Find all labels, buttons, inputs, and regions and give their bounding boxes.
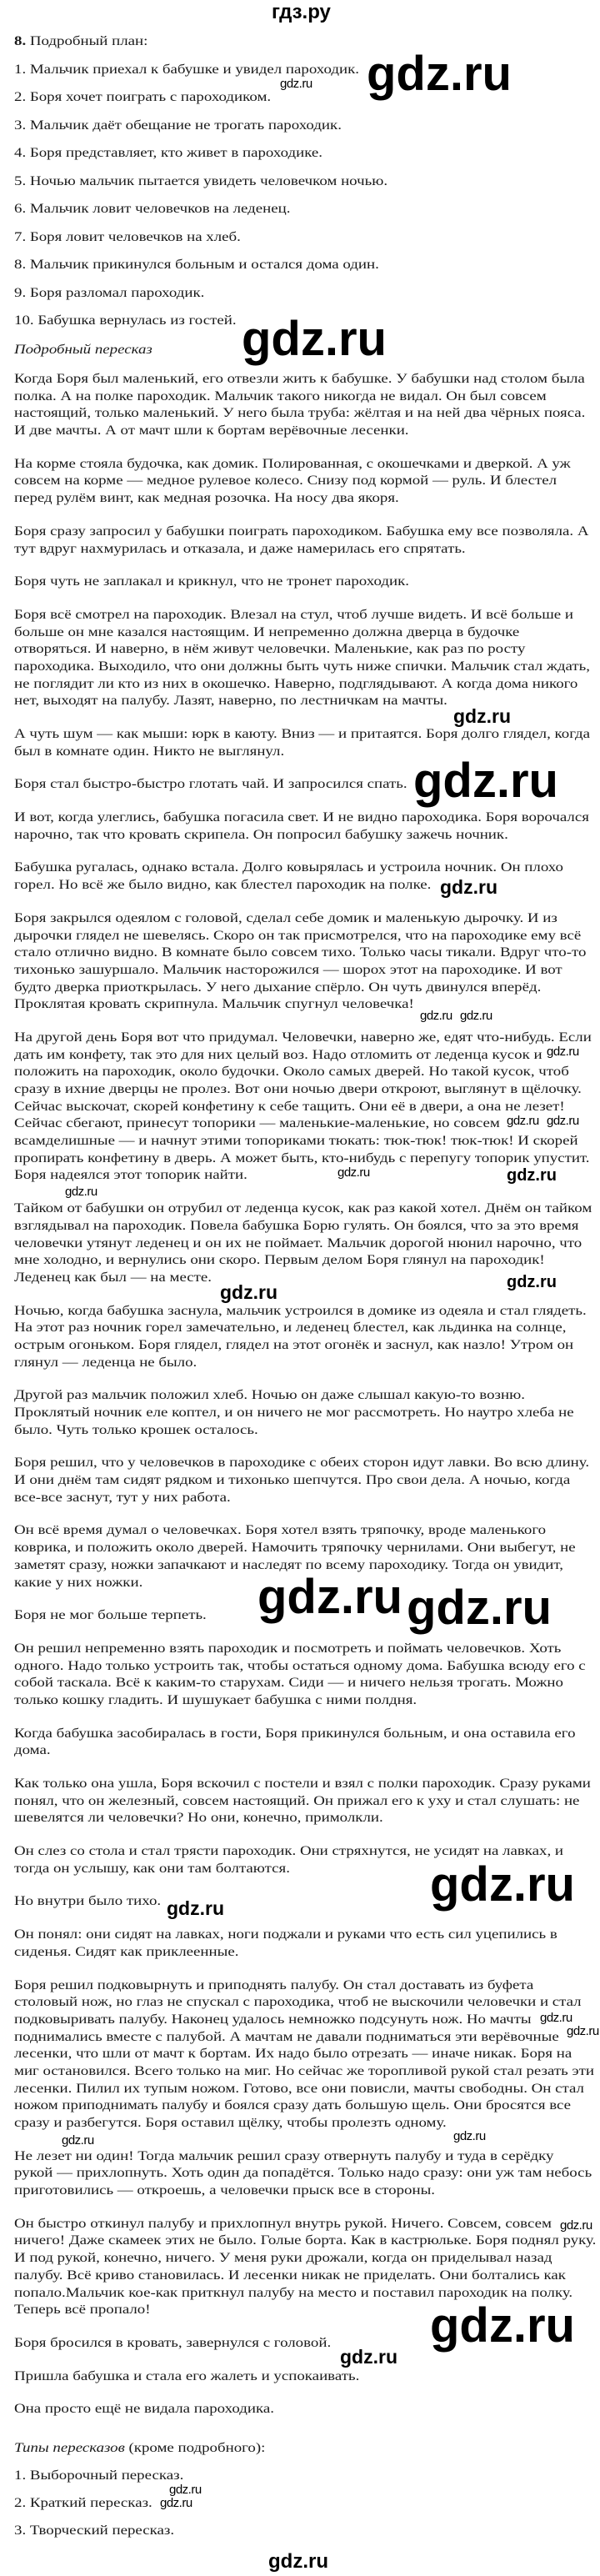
retelling-paragraph: [14, 809, 589, 844]
watermark: gdz.ru: [507, 1166, 557, 1185]
plan-item: 10. Бабушка вернулась из гостей.: [14, 313, 237, 328]
retelling-section: [14, 371, 597, 2544]
types-heading: [14, 2434, 589, 2462]
text-line: Боря решил, что у человечков в пароходике с обеих сторон идут лавки. Во всю длину.: [14, 1456, 590, 1471]
watermark: gdz.ru: [167, 1897, 224, 1919]
watermark: gdz.ru: [160, 2496, 192, 2510]
text-line: сразу и разбегутся. Боря оставил щёлку, чтобы пролезть одному.: [14, 2116, 447, 2130]
plan-item: 5. Ночью мальчик пытается увидеть человечком ночью.: [14, 173, 388, 188]
text-line: Ночью, когда бабушка заснула, мальчик устроился в домике из одеяла и стал глядеть.: [14, 1303, 587, 1318]
types-item: 1. Выборочный пересказ.: [14, 2468, 184, 2483]
text-line: Сейчас выскочат, скорей конфетину к себе тащить. Они её в двери, а она не лезет!: [14, 1099, 565, 1114]
text-line: Он понял: они сидят на лавках, ноги поджали и руками что есть сил уцепились в: [14, 1927, 558, 1942]
text-line: сразу в ихние дверцы не пролез. Вот они ночью двери откроют, выглянут в щёлочку.: [14, 1082, 582, 1096]
retelling-paragraph: [14, 1303, 589, 1372]
text-line: дома.: [14, 1743, 51, 1758]
text-line: На другой день Боря вот что придумал. Человечки, наверно же, едят что-нибудь. Если: [14, 1030, 592, 1045]
watermark: gdz.ru: [430, 2298, 575, 2353]
plan-item: 6. Мальчик ловит человечков на леденец.: [14, 202, 291, 216]
text-line: лесенки, что шли от мачт к бортам. Их надо было отрезать — иначе никак. Боря на: [14, 2047, 572, 2062]
task-number: 8.: [14, 34, 27, 48]
text-line: будто дверка приоткрылась. У него дыхание спёрло. Он чуть двинулся вперёд.: [14, 980, 542, 995]
text-line: взглядывал на пароходик. Повела бабушка Борю гулять. Он боялся, что за это время: [14, 1218, 579, 1233]
watermark: gdz.ru: [430, 1857, 575, 1912]
retelling-paragraph: [14, 371, 589, 440]
text-line: Проклятая кровать скрипнула. Мальчик спугнул человечка!: [14, 997, 414, 1012]
text-line: глянул — леденца не было.: [14, 1355, 198, 1370]
retelling-paragraph: [14, 910, 589, 1014]
text-line: миг остановился. Всего только на миг. Но сейчас же торопливой рукой стал резать эти: [14, 2063, 594, 2078]
text-line: И две мачты. А от мачт шли к бортам верёвочные лесенки.: [14, 423, 409, 439]
text-line: отворяться. И наверно, в нём живут человечки. Маленькие, как раз по росту: [14, 642, 526, 657]
text-line: Боря бросился в кровать, завернулся с головой.: [14, 2335, 332, 2350]
retelling-paragraph: [14, 456, 589, 508]
text-line: Она просто ещё не видала пароходика.: [14, 2402, 274, 2417]
watermark: gdz.ru: [420, 1009, 452, 1023]
watermark: gdz.ru: [507, 1273, 557, 1291]
retelling-paragraph: [14, 1977, 594, 2132]
watermark: gdz.ru: [560, 2218, 592, 2233]
footer-watermark: gdz.ru: [268, 2550, 328, 2573]
text-line: перед рулём винт, как медная розочка. На носу два якоря.: [14, 491, 399, 506]
text-line: Он решил непременно взять пароходик и посмотреть и поймать человечков. Хоть: [14, 1641, 562, 1656]
retelling-paragraph: [14, 2148, 592, 2200]
text-line: больше он мне казался настоящим. И непременно должна дверца в будочке: [14, 624, 520, 639]
text-line: Когда Боря был маленький, его отвезли жить к бабушке. У бабушки над столом была: [14, 372, 585, 386]
watermark: gdz.ru: [460, 1009, 492, 1023]
text-line: всамделишные — и начнут этими топориками тюкать: тюк-тюк! тюк-тюк! И скорей: [14, 1134, 578, 1149]
retelling-paragraph: [14, 2401, 589, 2418]
text-line: положить на пароходик, около будочки. Около самых дверей. Но такой кусок, чтоб: [14, 1065, 569, 1080]
text-line: стало отлично видно. В комнате было совсем тихо. Только часы тикали. Вдруг что-то: [14, 945, 587, 960]
text-line: только кошку гладить. И шушукает бабушка с ними полдня.: [14, 1692, 418, 1707]
text-line: ножом приподнимать палубу и боялся сразу дать большую щель. Они бросятся все: [14, 2098, 572, 2113]
text-line: тогда он услышу, как они там болтаются.: [14, 1861, 290, 1876]
retelling-paragraph: [14, 1200, 592, 1286]
text-line: нарочно, так что кровать скрипела. Он попросил бабушку зажечь ночник.: [14, 827, 508, 842]
text-line: И под рукой, конечно, ничего. У меня руки дрожали, когда он приделывал назад: [14, 2251, 552, 2266]
types-title: Типы пересказов: [14, 2440, 125, 2455]
types-item: 3. Творческий пересказ.: [14, 2523, 175, 2538]
retelling-paragraph: [14, 607, 589, 710]
text-line: горел. Но всё же было видно, как блестел пароходик на полке.: [14, 878, 432, 893]
watermark: gdz.ru: [453, 705, 511, 727]
text-line: пароходика. Выходило, что они должны быть чуть ниже спички. Мальчик стал ждать,: [14, 659, 591, 674]
retelling-paragraph: [14, 1641, 589, 1710]
text-line: сиденья. Сидят как приклеенные.: [14, 1944, 239, 1959]
text-line: был в комнате один. Никто не выглянул.: [14, 744, 285, 759]
watermark: gdz.ru: [220, 1281, 278, 1303]
watermark: gdz.ru: [65, 1185, 98, 1199]
watermark: gdz.ru: [258, 1570, 402, 1624]
plan-item: 9. Боря разломал пароходик.: [14, 285, 205, 300]
text-line: Боря закрылся одеялом с головой, сделал себе домик и маленькую дырочку. И из: [14, 910, 558, 925]
text-line: На корме стояла будочка, как домик. Полированная, с окошечками и дверкой. А уж: [14, 456, 571, 471]
types-section: [14, 2434, 589, 2544]
text-line: тут вдруг нахмурилась и отказала, и даже намерилась его спрятать.: [14, 541, 466, 556]
text-line: нет, выходят на палубу. Лазят, наверно, по лестничкам на мачты.: [14, 694, 448, 709]
text-line: На этот раз ночник горел замечательно, и леденец блестел, как льдинка на солнце,: [14, 1321, 567, 1336]
text-line: настоящий, только маленький. У него была труба: жёлтая и на ней два чёрных пояса.: [14, 406, 586, 421]
plan-item: 8. Мальчик прикинулся больным и остался дома один.: [14, 258, 379, 272]
text-line: столовый нож, но глаз не спускал с пароходика, чтоб не выскочили человечки и стал: [14, 1995, 582, 2010]
watermark: gdz.ru: [567, 2024, 599, 2038]
text-line: Как только она ушла, Боря вскочил с постели и взял с полки пароходик. Сразу руками: [14, 1777, 591, 1791]
text-line: острым огоньком. Боря глядел, глядел на этот огонёк и заснул, как назло! Утром он: [14, 1337, 574, 1352]
text-line: Сейчас сбегают, принесут топорики — маленькие-маленькие, но совсем: [14, 1116, 500, 1131]
text-line: полка. А на полке пароходик. Мальчик такого никогда не видал. Он был совсем: [14, 388, 547, 403]
text-line: Бабушка ругалась, однако встала. Долго ковырялась и устроила ночник. Он плохо: [14, 860, 563, 875]
text-line: подковыривать палубу. Наконец удалось немножко подсунуть нож. Но мачты: [14, 2012, 532, 2027]
text-line: палубу. Всё криво становилась. И лесенки никак не приделать. Они болтались как: [14, 2268, 566, 2283]
watermark: gdz.ru: [280, 77, 312, 91]
types-note: (кроме подробного):: [124, 2440, 266, 2455]
text-line: не поглядит ли кто из них в окошечко. Наверно, подглядывают. А когда дома никого: [14, 676, 578, 691]
text-line: совсем на корме — медное рулевое колесо. Снизу под кормой — руль. И блестел: [14, 474, 558, 489]
text-line: все-все заснут, тут у них работа.: [14, 1490, 231, 1505]
watermark: gdz.ru: [507, 1114, 539, 1128]
text-line: шевелятся ли человечки? Но они, конечно, примолкли.: [14, 1811, 383, 1826]
text-line: дать им конфету, так это для них целый воз. Надо отломить от леденца кусок и: [14, 1047, 542, 1062]
text-line: Он всё время думал о человечках. Боря хотел взять тряпочку, вроде маленького: [14, 1523, 547, 1538]
retelling-paragraph: [14, 1776, 589, 1827]
text-line: понял, что он железный, совсем настоящий. Он прижал его к уху и стал слушать: не: [14, 1793, 580, 1808]
text-line: Боря не мог больше терпеть.: [14, 1608, 207, 1623]
watermark: gdz.ru: [547, 1114, 579, 1128]
text-line: Проклятый ночник еле коптел, и он ничего не мог рассмотреть. Но наутро хлеба не: [14, 1406, 574, 1420]
retelling-paragraph: [14, 2368, 589, 2386]
text-line: Он слез со стола и стал трясти пароходик. Они стряхнутся, не усидят на лавках, и: [14, 1844, 564, 1859]
text-line: тихонько зашуршало. Мальчик насторожился — шорох этот на пароходике. И вот: [14, 962, 562, 977]
plan-item: 3. Мальчик даёт обещание не трогать пароходик.: [14, 118, 342, 133]
text-line: Леденец как был — на месте.: [14, 1270, 212, 1285]
plan-item: 4. Боря представляет, кто живет в пароходике.: [14, 146, 323, 160]
text-line: Когда бабушка засобиралась в гости, Боря прикинулся больным, и она оставила его: [14, 1726, 576, 1741]
watermark: gdz.ru: [242, 312, 387, 366]
text-line: собой таскала. Всё к каким-то старухам. Сиди — и ничего нельзя трогать. Можно: [14, 1676, 563, 1691]
text-line: Боря сразу запросил у бабушки поиграть пароходиком. Бабушка ему все позволяла. А: [14, 524, 589, 539]
watermark: gdz.ru: [547, 1045, 579, 1059]
retelling-paragraph: [14, 1927, 589, 1961]
types-item: 2. Краткий пересказ.: [14, 2495, 152, 2510]
text-line: ничего! Даже скамеек этих не было. Голые борта. Как в кастрюльке. Боря поднял руку.: [14, 2233, 597, 2248]
watermark: gdz.ru: [367, 47, 512, 101]
retelling-paragraph: [14, 1387, 589, 1439]
retelling-title: Подробный пересказ: [14, 343, 152, 357]
text-line: Тайком от бабушки он отрубил от леденца кусок, как раз какой хотел. Днём он тайком: [14, 1201, 592, 1216]
retelling-paragraphs: [14, 371, 597, 2418]
text-line: заметят сразу, ножки запачкают и наследят по всему пароходику. Тогда он увидит,: [14, 1557, 563, 1572]
text-line: рукой — прихлопнуть. Хоть один да попадётся. Только надо сразу: они уж там небось: [14, 2166, 592, 2181]
text-line: дырочки глядел не шевелясь. Скоро он так присмотрелся, что на пароходике ему всё: [14, 928, 582, 943]
text-line: И вот, когда улеглись, бабушка погасила свет. И не видно пароходика. Боря ворочался: [14, 810, 589, 825]
text-line: Боря чуть не заплакал и крикнул, что не тронет пароходик.: [14, 574, 409, 589]
text-line: Не лезет ни один! Тогда мальчик решил сразу отвернуть палубу и туда в серёдку: [14, 2148, 554, 2163]
text-line: Он быстро откинул палубу и прихлопнул внутрь рукой. Ничего. Совсем, совсем: [14, 2216, 552, 2231]
text-line: приготовились — откроешь, а человечки прыск все в стороны.: [14, 2183, 436, 2198]
text-line: пропирать конфетину в дверь. А может быть, кто-нибудь с перепугу топорик упустит.: [14, 1150, 590, 1165]
retelling-paragraph: [14, 1726, 589, 1760]
text-line: попало.Мальчик кое-как приткнул палубу на место и поставил пароходик на полку.: [14, 2285, 573, 2300]
text-line: поднимались вместе с палубой. А мачтам не давали подниматься эти верёвочные: [14, 2029, 559, 2044]
text-line: Но внутри было тихо.: [14, 1894, 162, 1909]
text-line: какие у них ножки.: [14, 1575, 143, 1590]
retelling-paragraph: [14, 574, 589, 591]
text-line: А чуть шум — как мыши: юрк в каюту. Вниз — и притаятся. Боря долго глядел, когда: [14, 727, 591, 741]
retelling-paragraph: [14, 1455, 589, 1506]
header-watermark: гдз.ру: [272, 1, 331, 23]
text-line: Боря надеялся этот топорик найти.: [14, 1168, 248, 1183]
text-line: Боря решил подковырнуть и приподнять палубу. Он стал доставать из буфета: [14, 1977, 534, 1992]
text-line: Пришла бабушка и стала его жалеть и успокаивать.: [14, 2368, 360, 2383]
watermark: gdz.ru: [540, 2011, 572, 2025]
text-line: одного. Надо только устроить так, чтобы остаться одному дома. Бабушка всюду его с: [14, 1658, 586, 1673]
text-line: человечки утянут леденец и он их не поймает. Мальчик дорогой нюнил нарочно, что: [14, 1235, 582, 1250]
watermark: gdz.ru: [169, 2483, 202, 2497]
text-line: Другой раз мальчик положил хлеб. Ночью он даже слышал какую-то возню.: [14, 1388, 525, 1403]
plan-item: 7. Боря ловит человечков на хлеб.: [14, 229, 241, 244]
watermark: gdz.ru: [62, 2133, 94, 2148]
text-line: было. Чуть только крошек осталось.: [14, 1422, 258, 1437]
text-line: коврика, и положить около дверей. Намочить тряпочку чернилами. Они выбегут, не: [14, 1541, 576, 1556]
watermark: gdz.ru: [413, 754, 558, 808]
watermark: gdz.ru: [453, 2129, 486, 2143]
plan-item: 1. Мальчик приехал к бабушке и увидел пароходик.: [14, 62, 360, 77]
text-line: мне холодно, и вернулись они скоро. Первым делом Боря глянул на пароходик!: [14, 1253, 545, 1268]
retelling-paragraph: [14, 524, 589, 558]
plan-title: Подробный план:: [29, 34, 148, 48]
retelling-paragraph: [14, 860, 589, 894]
text-line: И они днём там сидят рядком и тихонько шепчутся. Про свои дела. А ночью, когда: [14, 1473, 571, 1488]
text-line: лесенки. Пилил их тупым ножом. Готово, все они повисли, мачты свободны. Он стал: [14, 2081, 584, 2096]
plan-item: 2. Боря хочет поиграть с пароходиком.: [14, 90, 272, 104]
retelling-paragraph: [14, 1030, 592, 1185]
watermark: gdz.ru: [440, 876, 498, 898]
watermark: gdz.ru: [340, 2346, 398, 2368]
watermark: gdz.ru: [407, 1581, 552, 1635]
text-line: Боря стал быстро-быстро глотать чай. И запросился спать.: [14, 777, 408, 792]
text-line: Теперь всё пропало!: [14, 2303, 151, 2318]
watermark: gdz.ru: [338, 1165, 370, 1180]
text-line: Боря всё смотрел на пароходик. Влезал на стул, чтоб лучше видеть. И всё больше и: [14, 607, 574, 622]
